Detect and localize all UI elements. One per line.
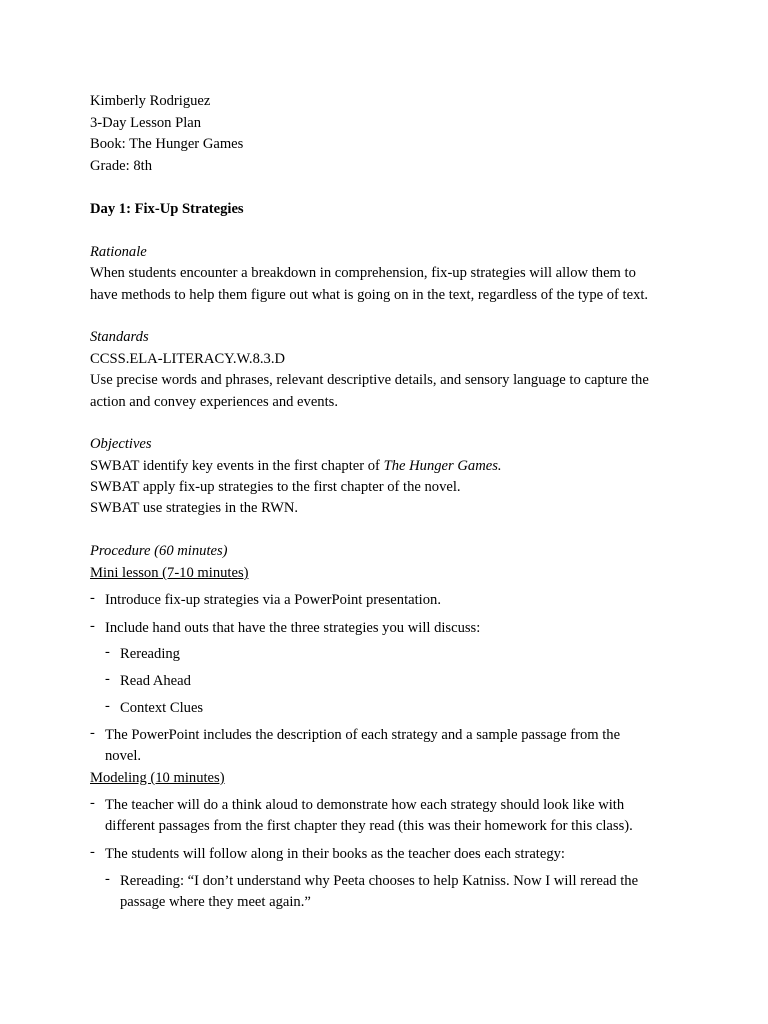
mini-item-2: Include hand outs that have the three strategies you will discuss: (105, 620, 481, 636)
mini-lesson-heading: Mini lesson (7-10 minutes) (90, 565, 249, 581)
modeling-heading: Modeling (10 minutes) (90, 770, 225, 786)
standard-line-1: Use precise words and phrases, relevant descriptive details, and sensory language to capture the (90, 372, 649, 388)
rationale-line-1: When students encounter a breakdown in comprehension, fix-up strategies will allow them to (90, 265, 636, 281)
bullet-dash: - (90, 590, 95, 606)
objective-2: SWBAT apply fix-up strategies to the first chapter of the novel. (90, 479, 461, 495)
procedure-heading: Procedure (60 minutes) (90, 543, 228, 559)
mini-sub-3: Context Clues (120, 700, 204, 716)
objective-3: SWBAT use strategies in the RWN. (90, 500, 299, 516)
mini-item-1: Introduce fix-up strategies via a PowerPoint presentation. (105, 592, 441, 608)
bullet-dash: - (90, 618, 95, 634)
standard-code: CCSS.ELA-LITERACY.W.8.3.D (90, 351, 286, 367)
sub-bullet-dash: - (105, 671, 110, 687)
bullet-dash: - (90, 725, 95, 741)
plan-title: 3-Day Lesson Plan (90, 115, 202, 131)
mini-item-3-line-1: The PowerPoint includes the description of each strategy and a sample passage from the (105, 727, 621, 743)
sub-bullet-dash: - (105, 644, 110, 660)
bullet-dash: - (90, 844, 95, 860)
rationale-line-2: have methods to help them figure out what is going on in the text, regardless of the type of text. (90, 287, 649, 303)
mini-sub-2: Read Ahead (120, 673, 191, 689)
book-title: The Hunger Games. (383, 458, 502, 474)
author-name: Kimberly Rodriguez (90, 93, 211, 109)
modeling-item-1-line-2: different passages from the first chapter they read (this was their homework for this class). (105, 818, 633, 834)
modeling-sub-1-line-2: passage where they meet again.” (120, 894, 311, 910)
objective-1-text: SWBAT identify key events in the first chapter of (90, 458, 384, 474)
standard-line-2: action and convey experiences and events. (90, 394, 338, 410)
sub-bullet-dash: - (105, 871, 110, 887)
mini-item-3-line-2: novel. (105, 748, 142, 764)
objective-1 (90, 457, 502, 475)
book-line: Book: The Hunger Games (90, 136, 244, 152)
modeling-item-1-line-1: The teacher will do a think aloud to demonstrate how each strategy should look like with (105, 797, 625, 813)
standards-heading: Standards (90, 329, 149, 345)
modeling-item-2: The students will follow along in their books as the teacher does each strategy: (105, 846, 565, 862)
mini-sub-1: Rereading (120, 646, 180, 662)
modeling-sub-1-line-1: Rereading: “I don’t understand why Peeta chooses to help Katniss. Now I will reread the (120, 873, 639, 889)
objectives-heading: Objectives (90, 436, 152, 452)
rationale-heading: Rationale (90, 244, 147, 260)
day1-heading: Day 1: Fix-Up Strategies (90, 201, 244, 217)
grade-line: Grade: 8th (90, 158, 153, 174)
sub-bullet-dash: - (105, 698, 110, 714)
bullet-dash: - (90, 795, 95, 811)
